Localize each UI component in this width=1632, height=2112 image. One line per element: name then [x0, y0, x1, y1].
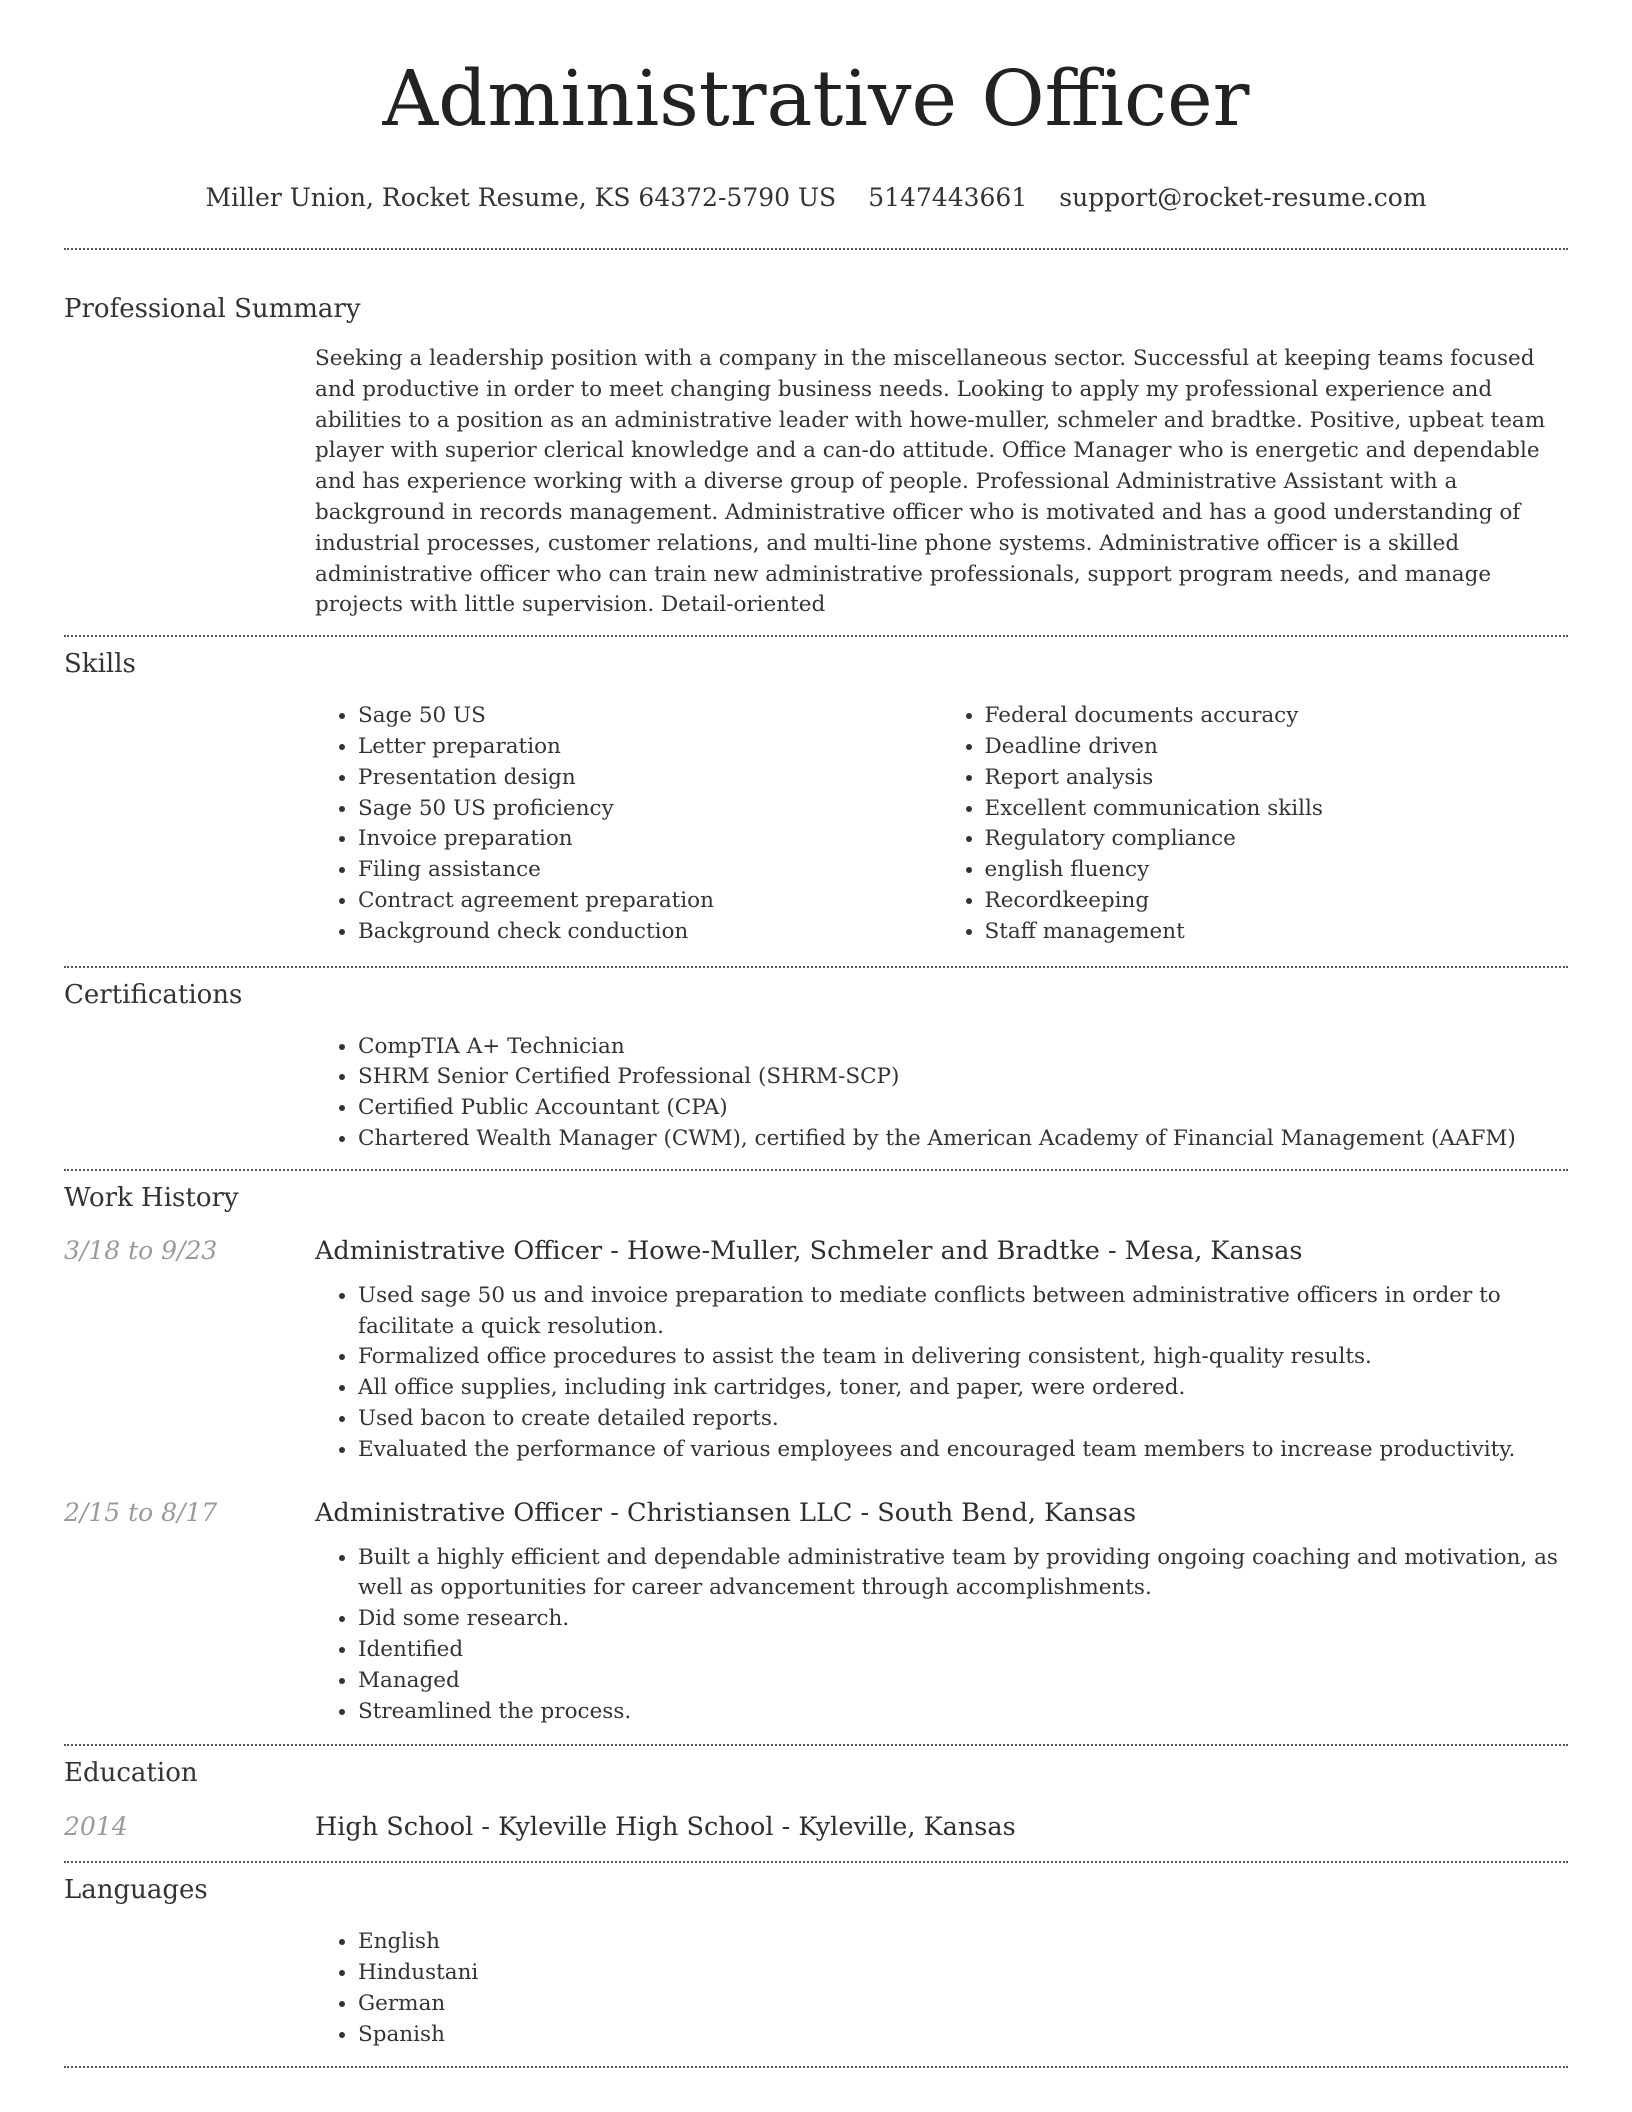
skills-section [64, 647, 1568, 947]
list-item: • All office supplies, including ink cartridges, toner, and paper, were ordered. [358, 1373, 1568, 1404]
list-item: • Excellent communication skills [985, 794, 1569, 825]
address: Miller Union, Rocket Resume, KS 64372-5790 US [205, 183, 837, 212]
job-entry [64, 1497, 1568, 1728]
certifications-section [64, 978, 1568, 1155]
job-heading: Administrative Officer - Howe-Muller, Schmeler and Bradtke - Mesa, Kansas [315, 1235, 1303, 1266]
education-entry [64, 1811, 1568, 1843]
list-item: • Background check conduction [358, 917, 942, 948]
summary-content [315, 344, 1568, 621]
list-item: • Built a highly efficient and dependable administrative team by providing ongoing coaching and motivation, as well as opportunities for career advancement through accomplishments. [358, 1543, 1568, 1605]
languages-content [315, 1927, 1568, 2050]
list-item: • German [358, 1989, 1568, 2020]
section-title-certifications: Certifications [64, 979, 243, 1010]
skills-list-right [942, 701, 1569, 947]
list-item: • Certified Public Accountant (CPA) [358, 1093, 1568, 1124]
list-item: • Used bacon to create detailed reports. [358, 1404, 1568, 1435]
job-bullets [315, 1543, 1568, 1728]
summary-section [64, 292, 1568, 621]
list-item: • Evaluated the performance of various employees and encouraged team members to increase productivity. [358, 1435, 1568, 1466]
list-item: • Report analysis [985, 763, 1569, 794]
list-item: • Used sage 50 us and invoice preparation to mediate conflicts between administrative officers in order to facilitate a quick resolution. [358, 1281, 1568, 1343]
list-item: • Managed [358, 1666, 1568, 1697]
list-item: • Deadline driven [985, 732, 1569, 763]
list-item: • Regulatory compliance [985, 824, 1569, 855]
list-item: • Sage 50 US proficiency [358, 794, 942, 825]
section-title-education: Education [64, 1758, 198, 1789]
list-item: • Presentation design [358, 763, 942, 794]
job-date: 3/18 to 9/23 [64, 1235, 218, 1265]
work-history-section [64, 1181, 1568, 1728]
list-item: • SHRM Senior Certified Professional (SHRM-SCP) [358, 1062, 1568, 1093]
list-item: • Filing assistance [358, 855, 942, 886]
list-item: • Recordkeeping [985, 886, 1569, 917]
divider [64, 635, 1568, 637]
certifications-list [315, 1032, 1568, 1155]
list-item: • Formalized office procedures to assist the team in delivering consistent, high-quality results. [358, 1342, 1568, 1373]
list-item: • Sage 50 US [358, 701, 942, 732]
list-item: • english fluency [985, 855, 1569, 886]
phone: 5147443661 [868, 183, 1028, 212]
divider [64, 1169, 1568, 1171]
page-title: Administrative Officer [382, 55, 1250, 144]
languages-list [315, 1927, 1568, 2050]
divider [64, 966, 1568, 968]
list-item: • Spanish [358, 2020, 1568, 2051]
summary-text: Seeking a leadership position with a company in the miscellaneous sector. Successful at keeping teams focused and productive in order to meet changing business needs. Looking to apply my professional experience and abilities to a position as an administrative leader with howe-muller, schmeler and bradtke. Positive, upbeat team player with superior clerical knowledge and a can-do attitude. Office Manager who is energetic and dependable and has experience working with a diverse group of people. Professional Administrative Assistant with a background in records management. Administrative officer who is motivated and has a good understanding of industrial processes, customer relations, and multi-line phone systems. Administrative officer is a skilled administrative officer who can train new administrative professionals, support program needs, and manage projects with little supervision. Detail-oriented [315, 346, 1546, 618]
skills-list-left [315, 701, 942, 947]
skills-columns [315, 701, 1568, 947]
list-item: • Invoice preparation [358, 824, 942, 855]
contact-line [0, 182, 1632, 214]
divider [64, 1861, 1568, 1863]
list-item: • English [358, 1927, 1568, 1958]
certifications-content [315, 1032, 1568, 1155]
section-title-work: Work History [64, 1182, 239, 1213]
list-item: • Federal documents accuracy [985, 701, 1569, 732]
list-item: • Streamlined the process. [358, 1697, 1568, 1728]
list-item: • Chartered Wealth Manager (CWM), certified by the American Academy of Financial Management (AAFM) [358, 1124, 1568, 1155]
section-title-languages: Languages [64, 1875, 208, 1906]
resume-header [0, 0, 1632, 214]
list-item: • Identified [358, 1635, 1568, 1666]
list-item: • CompTIA A+ Technician [358, 1032, 1568, 1063]
divider [64, 2066, 1568, 2068]
divider [64, 248, 1568, 250]
list-item: • Did some research. [358, 1604, 1568, 1635]
email: support@rocket-resume.com [1059, 183, 1427, 212]
job-heading: Administrative Officer - Christiansen LLC - South Bend, Kansas [315, 1497, 1137, 1528]
education-heading: High School - Kyleville High School - Kyleville, Kansas [315, 1812, 1016, 1843]
languages-section [64, 1873, 1568, 2050]
job-date: 2/15 to 8/17 [64, 1497, 218, 1527]
education-section [64, 1756, 1568, 1843]
job-entry [64, 1235, 1568, 1466]
job-bullets [315, 1281, 1568, 1466]
divider [64, 1744, 1568, 1746]
list-item: • Contract agreement preparation [358, 886, 942, 917]
education-date: 2014 [64, 1812, 128, 1842]
list-item: • Staff management [985, 917, 1569, 948]
section-title-skills: Skills [64, 649, 136, 680]
section-title-summary: Professional Summary [64, 294, 361, 324]
list-item: • Letter preparation [358, 732, 942, 763]
list-item: • Hindustani [358, 1958, 1568, 1989]
